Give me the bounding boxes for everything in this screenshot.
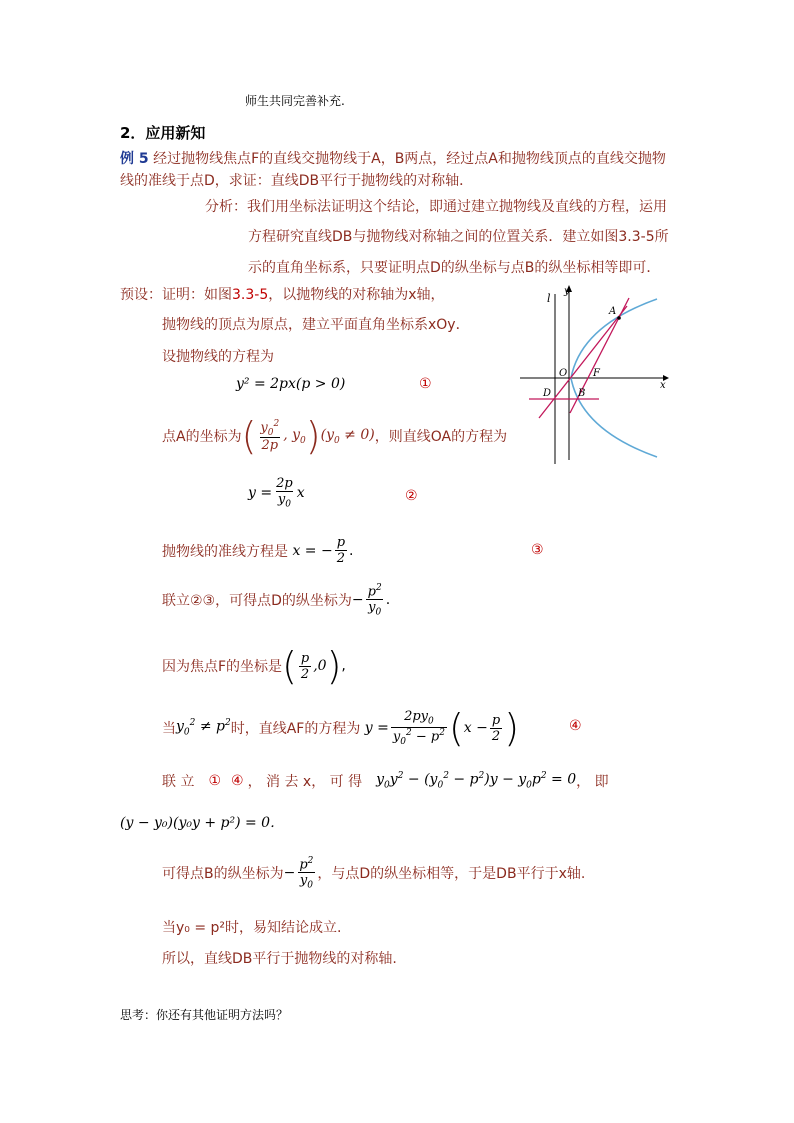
point-b-line: 可得点B的纵坐标为 − $\frac{p^2}{y_0}$ ，与点D的纵坐标相等，于是DB平行于x轴.: [162, 856, 586, 891]
directrix-line: 抛物线的准线方程是 x = − $\frac{p}{2}$ .: [162, 535, 354, 566]
special-case: 当y₀ = p²时，易知结论成立.: [162, 920, 342, 936]
d-y-fraction: $\frac{p^2}{y_0}$: [367, 583, 382, 618]
top-note: 师生共同完善补充.: [245, 94, 345, 108]
label-o: O: [559, 368, 568, 379]
example-line-2: 线的准线于点D，求证：直线DB平行于抛物线的对称轴．: [120, 173, 474, 189]
right-paren: ): [305, 414, 321, 458]
line-af-fraction: $\frac{2py_0}{y_0^2 - p^2}$: [392, 709, 445, 747]
combine-14-text-c: ， 即: [576, 774, 609, 790]
point-b-text-b: ，与点D的纵坐标相等，于是DB平行于x轴.: [317, 866, 586, 883]
line-af-text-b: 时，直线AF的方程为: [230, 721, 361, 737]
point-a-text-a: 点A的坐标为: [162, 429, 242, 445]
analysis-line-3: 示的直角坐标系，只要证明点D的纵坐标与点B的纵坐标相等即可．: [248, 260, 661, 276]
left-paren: (: [241, 414, 257, 458]
line-af-text-a: 当: [162, 721, 176, 737]
combine-14-text-a: 联 立: [162, 774, 195, 790]
focus-fraction: $\frac{p}{2}$: [300, 650, 310, 682]
point-a-text-b: ，则直线OA的方程为: [374, 429, 508, 445]
point-a-comma: , $y_0$: [283, 426, 306, 446]
factored-equation: (y − y₀)(y₀y + p²) = 0．: [120, 815, 285, 831]
line-oa: [539, 306, 627, 418]
combine-14-equation: $y_0y^2 - (y_0^2 - p^2)y - y_0p^2 = 0$: [376, 771, 577, 791]
example-text-1: 经过抛物线焦点F的直线交抛物线于A，B两点，经过点A和抛物线顶点的直线交抛物: [153, 151, 666, 167]
example-label: 例 5: [120, 151, 149, 167]
label-y: y: [564, 286, 570, 297]
point-a-condition: $(y_0 \ne 0)$: [320, 426, 375, 446]
line-af: 当 $y_0^2 \ne p^2$ 时，直线AF的方程为 y = $\frac{2py_0}{y_0^2 - p^2}$ ( x − $\frac{p}{2}$ ): [162, 706, 520, 750]
label-a: A: [609, 306, 617, 317]
label-f: F: [593, 368, 600, 379]
point-a-x-fraction: $\frac{y_0^2}{2p}$: [260, 418, 280, 454]
equation-mark-1: ①: [419, 376, 432, 392]
focus-line: 因为焦点F的坐标是 ( $\frac{p}{2}$ ,0 ) ,: [162, 644, 346, 688]
label-b: B: [578, 388, 586, 399]
combine-14-text-b: ， 消 去 x， 可 得: [247, 774, 363, 790]
proof-line-2: 抛物线的顶点为原点，建立平面直角坐标系xOy．: [162, 317, 470, 333]
thinking-question: 思考：你还有其他证明方法吗？: [120, 1008, 289, 1022]
directrix-text: 抛物线的准线方程是: [162, 543, 288, 560]
analysis-line-2: 方程研究直线DB与抛物线对称轴之间的位置关系．建立如图3.3-5所: [248, 229, 669, 245]
label-d: D: [543, 388, 552, 399]
conclusion: 所以，直线DB平行于抛物线的对称轴.: [162, 951, 397, 967]
proof-line-3: 设抛物线的方程为: [162, 349, 274, 365]
combine-14-mark-4: ④: [231, 773, 244, 789]
point-a-dot: [617, 316, 621, 320]
combine-14-line: [162, 771, 682, 791]
combine-23-line: 联立②③，可得点D的纵坐标为 − $\frac{p^2}{y_0}$ .: [162, 583, 391, 618]
equation-mark-2: ②: [405, 488, 418, 504]
parabola-figure: [515, 282, 675, 467]
label-l: l: [547, 292, 551, 305]
point-b-text-a: 可得点B的纵坐标为: [162, 866, 284, 883]
directrix-fraction: $\frac{p}{2}$: [336, 535, 346, 566]
figure-reference: 3.3-5: [232, 287, 269, 303]
directrix-eq-lhs: x = −: [288, 542, 333, 559]
example-line-1: [120, 148, 666, 168]
label-x: x: [660, 380, 666, 391]
combine-23-text: 联立②③，可得点D的纵坐标为: [162, 593, 352, 610]
combine-14-mark-1: ①: [208, 773, 222, 789]
equation-mark-3: ③: [531, 542, 544, 558]
section-heading: 2．应用新知: [120, 124, 206, 142]
proof-intro-b: ，以抛物线的对称轴为x轴，: [268, 287, 445, 303]
proof-intro: [120, 284, 445, 304]
equation-mark-4: ④: [569, 718, 582, 734]
analysis-line-1: 分析：我们用坐标法证明这个结论，即通过建立抛物线及直线的方程，运用: [205, 199, 667, 215]
equation-2: y = $\frac{2p}{y_0}$ x: [248, 476, 305, 510]
equation-2-fraction: $\frac{2p}{y_0}$: [276, 476, 293, 510]
focus-text: 因为焦点F的坐标是: [162, 659, 283, 675]
point-a-line: [162, 410, 507, 462]
proof-intro-a: 预设：证明：如图: [120, 287, 232, 303]
b-y-fraction: $\frac{p^2}{y_0}$: [299, 856, 314, 891]
equation-1: y² = 2px(p > 0): [236, 376, 346, 392]
